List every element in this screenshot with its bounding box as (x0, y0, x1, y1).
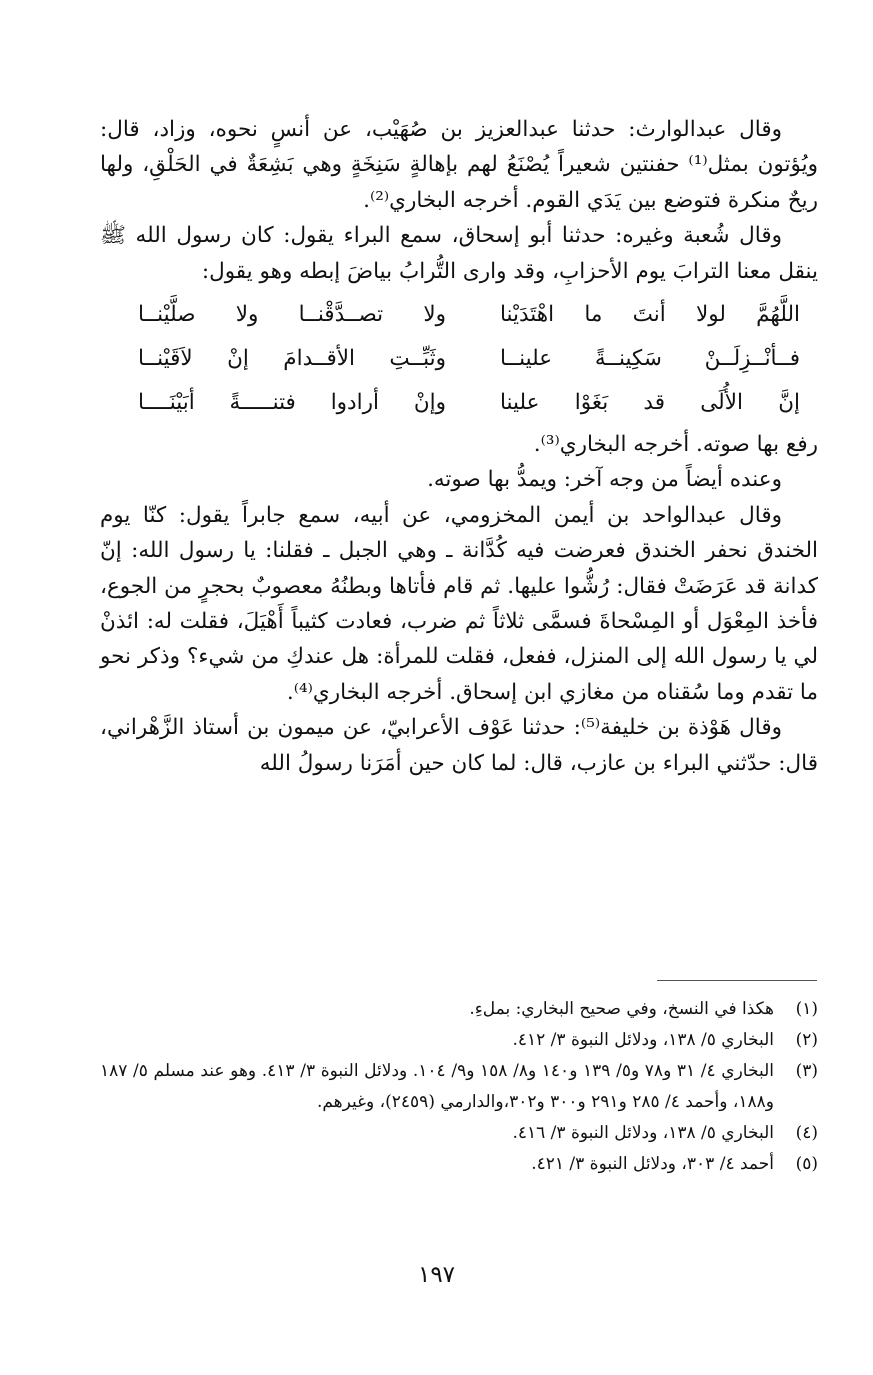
footnote-number: (١) (795, 999, 818, 1019)
footnote (100, 1149, 818, 1180)
paragraph-another-chain: وعنده أيضاً من وجه آخر: ويمدُّ بها صوته. (427, 467, 782, 493)
main-text (100, 112, 818, 781)
footnote (100, 1118, 818, 1149)
footnote (100, 1056, 818, 1118)
footnote-text: أحمد ٤/ ٣٠٣، ودلائل النبوة ٣/ ٤٢١. (531, 1154, 774, 1174)
poem-hemistich-first: إنَّ الأُلَى قد بَغَوْا علينا (500, 390, 800, 416)
poem-verse (100, 381, 818, 425)
paragraph-shuba: وقال شُعبة وغيره: حدثنا أبو إسحاق، سمع البراء يقول: كان رسول الله ﷺ ينقل معنا الترابَ يوم الأحزابِ، وقد وارى التُّرابُ بياضَ إبطه وهو يقول: (100, 223, 818, 284)
footnote-text: البخاري ٤/ ٣١ و٧٨ و٥/ ١٣٩ و١٤٠ و٨/ ١٥٨ و٩/ ١٠٤. ودلائل النبوة ٣/ ٤١٣. وهو عند مسلم ٥/ ١٨٧ و١٨٨، وأحمد ٤/ ٢٨٥ و٢٩١ و٣٠٠ و٣٠٢،والدارمي (٢٤٥٩)، وغيرهم. (100, 1061, 774, 1112)
footnote-number: (٥) (795, 1154, 818, 1174)
footnote-number: (٢) (795, 1030, 818, 1050)
paragraph-abdulwarith: وقال عبدالوارث: حدثنا عبدالعزيز بن صُهَيْب، عن أنسٍ نحوه، وزاد، قال: ويُؤتون بمثل⁽¹⁾ حفنتين شعيراً يُصْنَعُ لهم بإهالةٍ سَنِخَةٍ وهي بَشِعَةٌ في الحَلْقِ، ولها ريحٌ منكرة فتوضع بين يَدَي القوم. أخرجه البخاري⁽²⁾. (100, 117, 818, 213)
paragraph-hawdha: وقال هَوْذة بن خليفة⁽⁵⁾: حدثنا عَوْف الأعرابيّ، عن ميمون بن أستاذ الزَّهْراني، قال: حدّثني البراء بن عازب، قال: لما كان حين أمَرَنا رسولُ الله (100, 715, 818, 776)
footnote-number: (٤) (795, 1123, 818, 1143)
footnote-text: هكذا في النسخ، وفي صحيح البخاري: بملءِ. (469, 999, 774, 1019)
footnote (100, 994, 818, 1025)
poem-hemistich-first: فــأنْــزِلَــنْ سَكِينــةً علينــا (500, 346, 800, 372)
paragraph-raised-voice: رفع بها صوته. أخرجه البخاري⁽³⁾. (533, 432, 818, 458)
footnote-text: البخاري ٥/ ١٣٨، ودلائل النبوة ٣/ ٤١٢. (512, 1030, 774, 1050)
footnotes (100, 994, 818, 1180)
poem-verse (100, 337, 818, 381)
poem-hemistich-second: ولا تصــدَّقْنــا ولا صلَّيْنــا (138, 302, 446, 328)
footnote-separator (657, 980, 817, 981)
poem (100, 293, 818, 425)
poem-verse (100, 293, 818, 337)
page-number: ١٩٧ (417, 1262, 456, 1288)
footnote-number: (٣) (795, 1061, 818, 1081)
footnote-text: البخاري ٥/ ١٣٨، ودلائل النبوة ٣/ ٤١٦. (512, 1123, 774, 1143)
poem-hemistich-first: اللَّهُمَّ لولا أنتَ ما اهْتَدَيْنا (500, 302, 800, 328)
footnote (100, 1025, 818, 1056)
poem-hemistich-second: وإنْ أرادوا فتنـــــةً أبَيْنَــــا (138, 390, 446, 416)
poem-hemistich-second: وثَبِّــتِ الأقــدامَ إنْ لاَقَيْنــا (138, 346, 446, 372)
paragraph-abdulwahid: وقال عبدالواحد بن أيمن المخزومي، عن أبيه، سمع جابراً يقول: كنّا يوم الخندق نحفر الخندق فعرضت فيه كُدَّانة ـ وهي الجبل ـ فقلنا: يا رسول الله: إنّ كدانة قد عَرَضَتْ فقال: رُشُّوا عليها. ثم قام فأتاها وبطنُهُ معصوبٌ بحجرٍ من الجوع، فأخذ المِعْوَل أو المِسْحاةَ فسمَّى ثلاثاً ثم ضرب، فعادت كثيباً أَهْيَلَ، فقلت له: ائذنْ لي يا رسول الله إلى المنزل، ففعل، فقلت للمرأة: هل عندكِ من شيء؟ وذكر نحو ما تقدم وما سُقناه من مغازي ابن إسحاق. أخرجه البخاري⁽⁴⁾. (100, 502, 818, 705)
